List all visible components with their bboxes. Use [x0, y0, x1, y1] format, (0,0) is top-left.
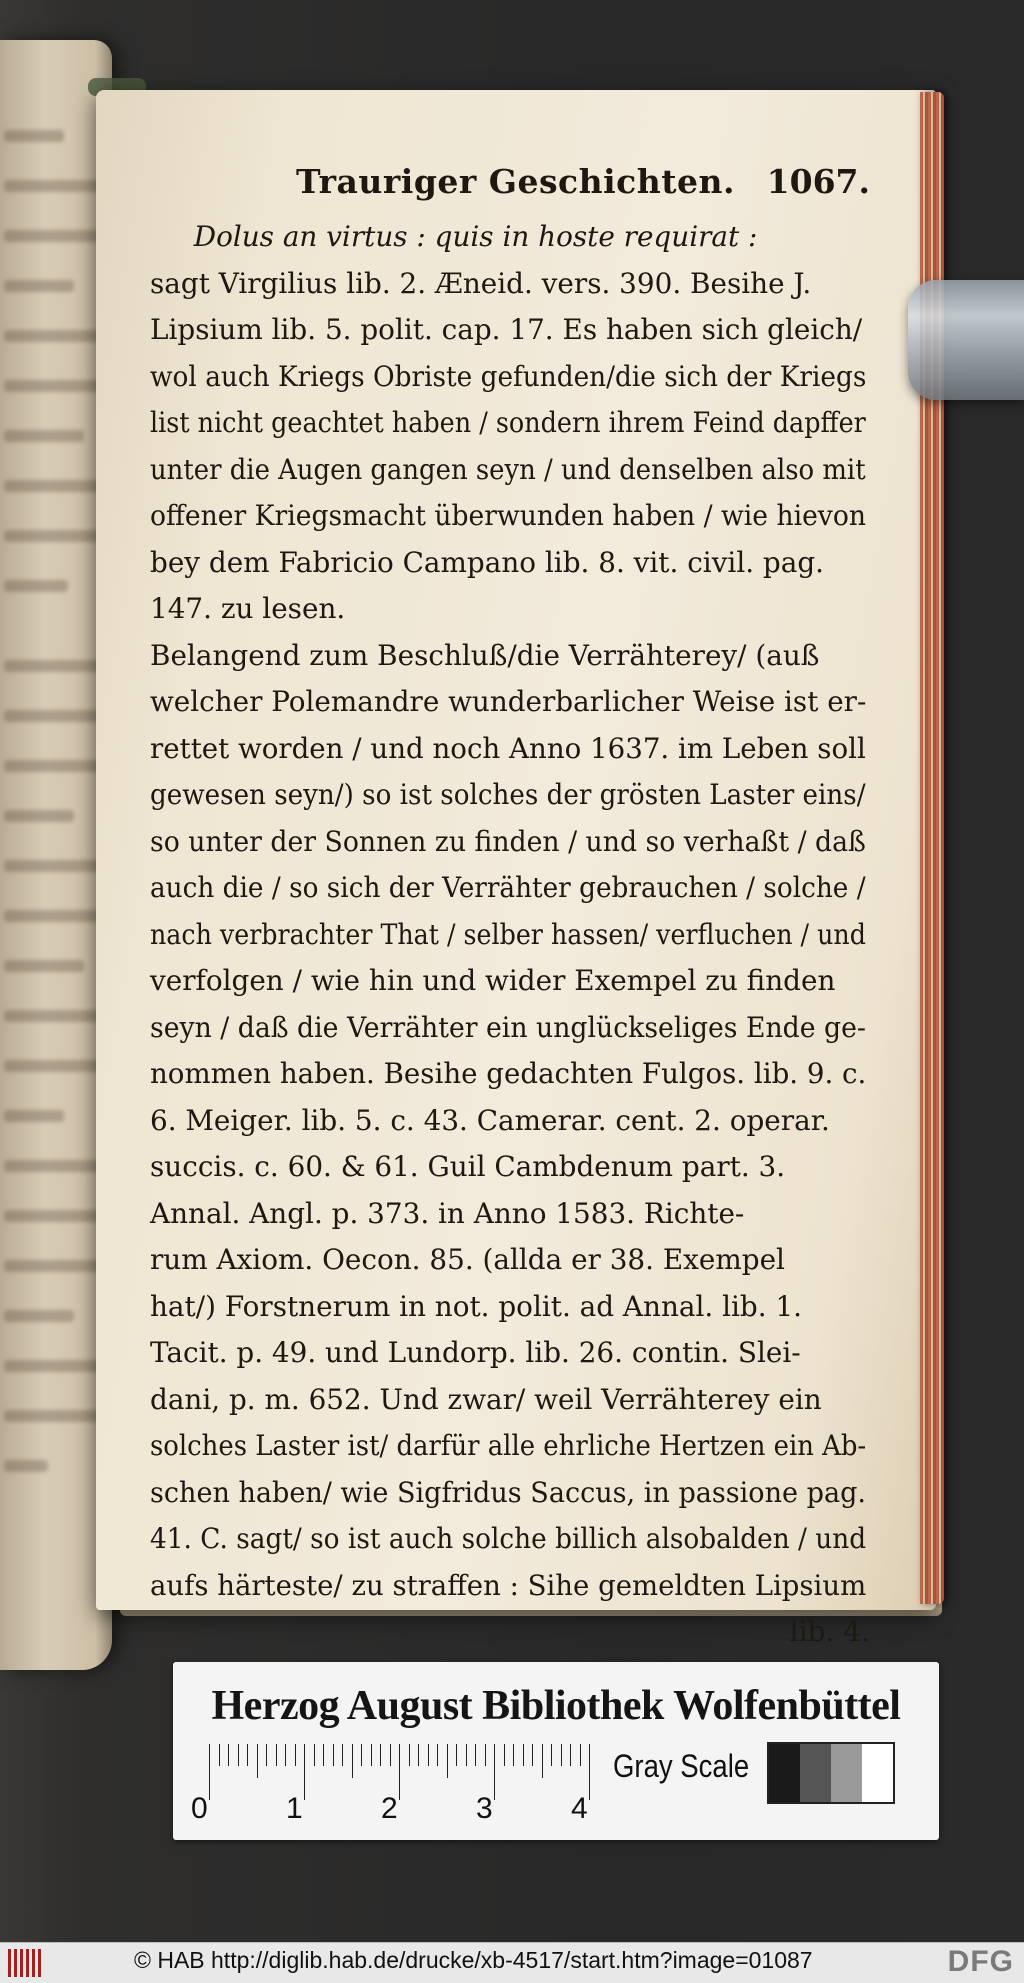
- page-number: 1067.: [766, 162, 870, 201]
- page-clip: [908, 280, 1024, 400]
- ruler-tick: [409, 1744, 410, 1766]
- text-line: unter die Augen gangen seyn / und denselben also mit: [150, 452, 866, 486]
- text-line: Belangend zum Beschluß/die Verrähterey/ (auß: [150, 638, 820, 672]
- ruler-tick: [285, 1744, 286, 1766]
- text-line: nach verbrachter That / selber hassen/ verfluchen / und: [150, 917, 866, 951]
- ruler-tick: [342, 1744, 343, 1766]
- ruler-tick: [532, 1744, 533, 1766]
- ruler-tick: [466, 1744, 467, 1766]
- library-color-card: [173, 1662, 939, 1840]
- ruler-tick: [371, 1744, 372, 1766]
- text-line: lib. 4.: [789, 1615, 870, 1648]
- text-line: rettet worden / und noch Anno 1637. im Leben soll: [150, 731, 866, 765]
- ruler-tick: [304, 1744, 305, 1800]
- ruler-tick: [323, 1744, 324, 1766]
- ruler-tick: [589, 1744, 590, 1800]
- text-line: 147. zu lesen.: [150, 592, 346, 625]
- text-line: nommen haben. Besihe gedachten Fulgos. lib. 9. c.: [150, 1057, 867, 1090]
- ruler-tick: [295, 1744, 296, 1766]
- ruler-number: 3: [476, 1792, 493, 1825]
- gray-scale-label: Gray Scale: [613, 1748, 750, 1784]
- text-line: Dolus an virtus : quis in hoste requirat :: [193, 220, 758, 253]
- ruler-tick: [209, 1744, 210, 1800]
- text-line: hat/) Forstnerum in not. polit. ad Annal. lib. 1.: [150, 1289, 803, 1323]
- text-line: aufs härteste/ zu straffen : Sihe gemeldten Lipsium: [150, 1568, 867, 1602]
- ruler-tick: [390, 1744, 391, 1766]
- scale-ruler: [209, 1744, 609, 1804]
- ruler-tick: [266, 1744, 267, 1766]
- text-line: schen haben/ wie Sigfridus Saccus, in passione pag.: [150, 1475, 867, 1509]
- ruler-tick: [352, 1744, 353, 1778]
- text-line: 6. Meiger. lib. 5. c. 43. Camerar. cent. 2. operar.: [150, 1103, 830, 1137]
- text-line: 41. C. sagt/ so ist auch solche billich alsobalden / und: [150, 1522, 867, 1555]
- running-head: Trauriger Geschichten.: [296, 162, 735, 201]
- ruler-tick: [247, 1744, 248, 1766]
- text-line: wol auch Kriegs Obriste gefunden/die sich der Kriegs: [150, 359, 867, 393]
- ruler-tick: [418, 1744, 419, 1766]
- text-line: Annal. Angl. p. 373. in Anno 1583. Richte-: [150, 1196, 745, 1230]
- page-header: [150, 162, 870, 214]
- ruler-tick: [276, 1744, 277, 1766]
- text-line: list nicht geachtet haben / sondern ihrem Feind dapffer: [150, 406, 866, 439]
- text-line: Tacit. p. 49. und Lundorp. lib. 26. contin. Slei-: [150, 1336, 801, 1369]
- ruler-tick: [257, 1744, 258, 1778]
- text-line: sagt Virgilius lib. 2. Æneid. vers. 390. Besihe J.: [150, 266, 812, 300]
- ruler-tick: [513, 1744, 514, 1766]
- text-line: offener Kriegsmacht überwunden haben / wie hievon: [150, 499, 866, 532]
- ruler-tick: [228, 1744, 229, 1766]
- ruler-tick: [380, 1744, 381, 1766]
- text-line: Lipsium lib. 5. polit. cap. 17. Es haben sich gleich/: [150, 313, 863, 346]
- gray-swatch: [831, 1744, 862, 1802]
- dfg-logo: DFG: [947, 1945, 1014, 1978]
- ruler-tick: [494, 1744, 495, 1800]
- ruler-number: 0: [191, 1792, 208, 1825]
- text-line: welcher Polemandre wunderbarlicher Weise ist er-: [150, 685, 867, 718]
- text-line: solches Laster ist/ darfür alle ehrliche Hertzen ein Ab-: [150, 1429, 867, 1462]
- ruler-tick: [333, 1744, 334, 1766]
- gray-scale-swatch: [767, 1742, 895, 1804]
- ruler-number: 1: [286, 1792, 303, 1825]
- text-line: auch die / so sich der Verrähter gebrauchen / solche /: [150, 871, 866, 904]
- ruler-tick: [437, 1744, 438, 1766]
- gray-swatch: [769, 1744, 800, 1802]
- body-text: [150, 214, 870, 1656]
- text-line: rum Axiom. Oecon. 85. (allda er 38. Exempel: [150, 1243, 785, 1276]
- ruler-tick: [561, 1744, 562, 1766]
- text-line: bey dem Fabricio Campano lib. 8. vit. civil. pag.: [150, 545, 825, 579]
- ruler-tick: [570, 1744, 571, 1766]
- ruler-tick: [542, 1744, 543, 1778]
- text-line: so unter der Sonnen zu finden / und so verhaßt / daß: [150, 824, 866, 858]
- ruler-tick: [475, 1744, 476, 1766]
- ruler-tick: [485, 1744, 486, 1766]
- ruler-tick: [523, 1744, 524, 1766]
- ruler-tick: [238, 1744, 239, 1766]
- ruler-tick: [428, 1744, 429, 1766]
- gray-swatch: [862, 1744, 893, 1802]
- text-line: seyn / daß die Verrähter ein unglückseliges Ende ge-: [150, 1010, 866, 1044]
- ruler-tick: [551, 1744, 552, 1766]
- text-line: dani, p. m. 652. Und zwar/ weil Verrähterey ein: [150, 1382, 822, 1416]
- hab-logo-icon: [8, 1949, 44, 1977]
- ruler-tick: [504, 1744, 505, 1766]
- text-line: gewesen seyn/) so ist solches der grösten Laster eins/: [150, 778, 866, 811]
- ruler-number: 2: [381, 1792, 398, 1825]
- ruler-tick: [361, 1744, 362, 1766]
- page-text-block: [150, 162, 870, 1656]
- ruler-tick: [447, 1744, 448, 1778]
- library-name: Herzog August Bibliothek Wolfenbüttel: [211, 1683, 901, 1729]
- footer-credit-link[interactable]: © HAB http://diglib.hab.de/drucke/xb-4517/start.htm?image=01087: [134, 1947, 813, 1973]
- ruler-tick: [580, 1744, 581, 1766]
- text-line: succis. c. 60. & 61. Guil Cambdenum part. 3.: [150, 1150, 786, 1183]
- text-line: verfolgen / wie hin und wider Exempel zu finden: [150, 964, 836, 997]
- ruler-number: 4: [571, 1792, 588, 1825]
- ruler-tick: [456, 1744, 457, 1766]
- footer-bar: [0, 1942, 1024, 1983]
- ruler-tick: [314, 1744, 315, 1766]
- ruler-tick: [219, 1744, 220, 1766]
- gray-swatch: [800, 1744, 831, 1802]
- ruler-tick: [399, 1744, 400, 1800]
